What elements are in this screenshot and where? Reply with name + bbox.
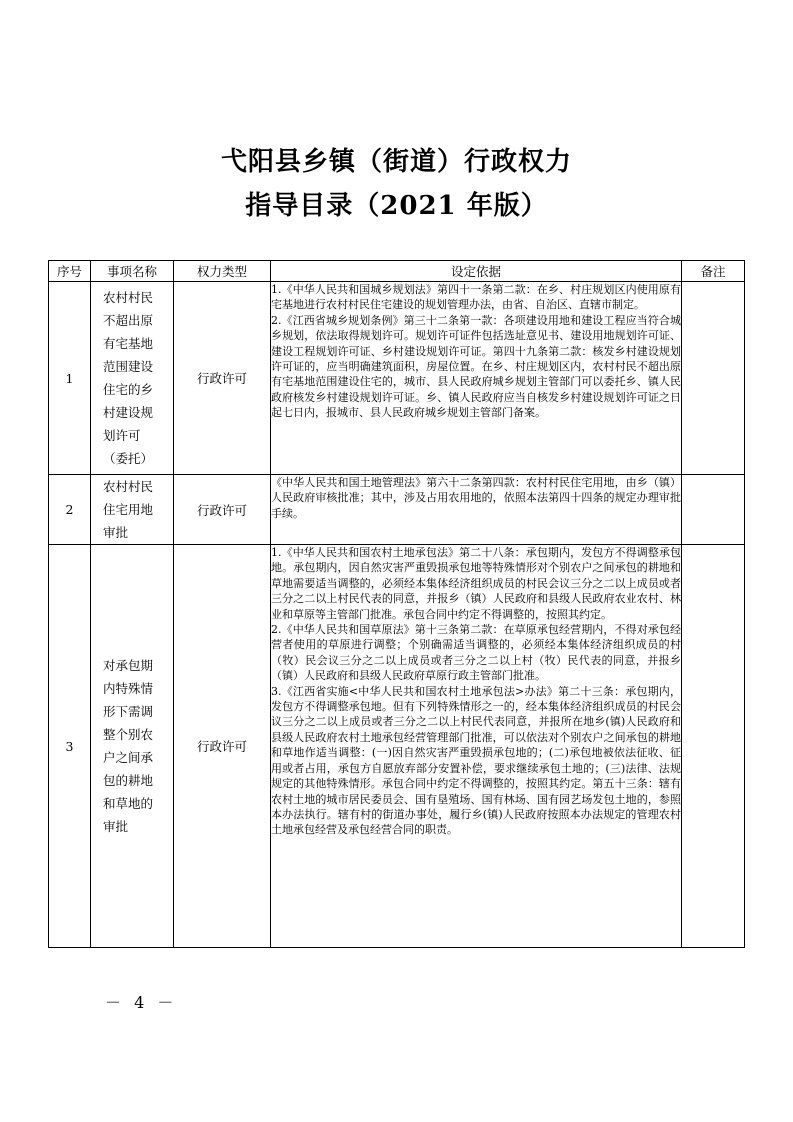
item-name-cell	[91, 282, 174, 475]
legal-basis-cell	[271, 475, 682, 545]
header-cell-name: 事项名称	[91, 261, 174, 282]
legal-basis-paragraph: 3.《江西省实施<中华人民共和国农村土地承包法>办法》第二十三条：承包期内，发包方不得调整承包地。但有下列特殊情形之一的，经本集体经济组织成员的村民会议三分之二以上成员或者三分之二以上村民代表同意，并报所在地乡(镇)人民政府和县级人民政府农村土地承包经营管理部门批准，可以依法对个别农户之间承包的耕地和草地作适当调整：(一)因自然灾害严重毁损承包地的；(二)承包地被依法征收、征用或者占用，承包方自愿放弃部分安置补偿，要求继续承包土地的；(三)法律、法规规定的其他特殊情形。承包合同中约定不得调整的，按照其约定。第五十三条：辖有农村土地的城市居民委员会、国有垦殖场、国有林场、国有园艺场发包土地的，参照本办法执行。辖有村的街道办事处，履行乡(镇)人民政府按照本办法规定的管理农村土地承包经营及承包经营合同的职责。	[271, 684, 681, 837]
legal-basis-paragraph: 1.《中华人民共和国农村土地承包法》第二十八条：承包期内，发包方不得调整承包地。承包期内，因自然灾害严重毁损承包地等特殊情形对个别农户之间承包的耕地和草地需要适当调整的，必须经本集体经济组织成员的村民会议三分之二以上成员或者三分之二以上村民代表的同意，并报乡（镇）人民政府和县级人民政府农业农村、林业和草原等主管部门批准。承包合同中约定不得调整的，按照其约定。	[271, 546, 681, 621]
page-number: － 4 －	[105, 993, 178, 1012]
table-row	[49, 545, 745, 948]
row-number: 2	[49, 475, 91, 545]
legal-basis-cell	[271, 282, 682, 475]
item-name: 农村村民住宅用地审批	[103, 479, 154, 540]
remark-cell	[682, 475, 745, 545]
header-cell-no: 序号	[49, 261, 91, 282]
item-name-cell	[91, 475, 174, 545]
item-name: 农村村民不超出原有宅基地范围建设住宅的乡村建设规划许可（委托）	[103, 290, 154, 466]
item-name: 对承包期内特殊情形下需调整个别农户之间承包的耕地和草地的审批	[103, 658, 154, 834]
row-number: 1	[49, 282, 91, 475]
header-cell-basis: 设定依据	[271, 261, 682, 282]
remark-cell	[682, 545, 745, 948]
power-type: 行政许可	[174, 545, 271, 948]
table-row	[49, 282, 745, 475]
power-type: 行政许可	[174, 282, 271, 475]
power-catalog-table	[48, 260, 745, 948]
row-number: 3	[49, 545, 91, 948]
document-title-line1: 弋阳县乡镇（街道）行政权力	[220, 147, 572, 177]
table-row	[49, 475, 745, 545]
legal-basis-paragraph: 2.《江西省城乡规划条例》第三十二条第一款：各项建设用地和建设工程应当符合城乡规划，依法取得规划许可。规划许可证件包括选址意见书、建设用地规划许可证、建设工程规划许可证、乡村建设规划许可证。第四十九条第二款：核发乡村建设规划许可证的，应当明确建筑面积，房屋位置。在乡、村庄规划区内，农村村民不超出原有宅基地范围建设住宅的，城市、县人民政府城乡规划主管部门可以委托乡、镇人民政府核发乡村建设规划许可证。乡、镇人民政府应当自核发乡村建设规划许可证之日起七日内，报城市、县人民政府城乡规划主管部门备案。	[271, 313, 681, 420]
item-name-cell	[91, 545, 174, 948]
document-title-line2: 指导目录（2021 年版）	[245, 191, 548, 221]
table-header-row	[49, 261, 745, 282]
header-cell-remark: 备注	[682, 261, 745, 282]
power-type: 行政许可	[174, 475, 271, 545]
remark-cell	[682, 282, 745, 475]
legal-basis-paragraph: 《中华人民共和国土地管理法》第六十二条第四款：农村村民住宅用地，由乡（镇）人民政府审核批准；其中，涉及占用农用地的，依照本法第四十四条的规定办理审批手续。	[271, 476, 681, 520]
legal-basis-paragraph: 1.《中华人民共和国城乡规划法》第四十一条第二款：在乡、村庄规划区内使用原有宅基地进行农村村民住宅建设的规划管理办法，由省、自治区、直辖市制定。	[271, 283, 681, 312]
header-cell-type: 权力类型	[174, 261, 271, 282]
legal-basis-paragraph: 2.《中华人民共和国草原法》第十三条第二款：在草原承包经营期内，不得对承包经营者使用的草原进行调整；个别确需适当调整的，必须经本集体经济组织成员的村（牧）民会议三分之二以上成员或者三分之二以上村（牧）民代表的同意，并报乡（镇）人民政府和县级人民政府草原行政主管部门批准。	[271, 623, 681, 683]
legal-basis-cell	[271, 545, 682, 948]
